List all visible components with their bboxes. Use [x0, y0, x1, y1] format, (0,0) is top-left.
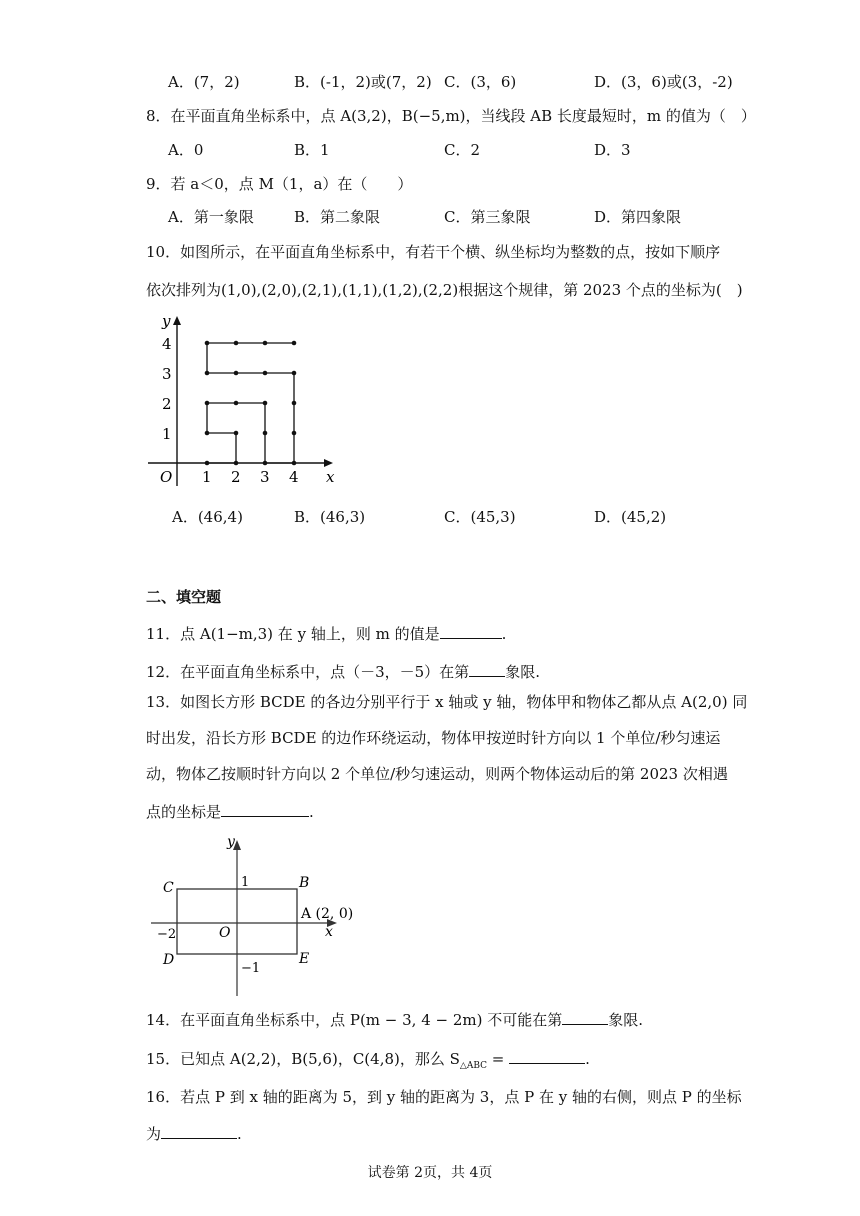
q13-text-line1: 13．如图长方形 BCDE 的各边分别平行于 x 轴或 y 轴，物体甲和物体乙都从点 A(2,0) 同	[146, 693, 748, 711]
q10-x-tick-2: 2	[231, 468, 241, 486]
q11-text	[146, 622, 506, 644]
q10-x-arrow	[324, 459, 333, 467]
q10-option-d: D．(45,2)	[594, 508, 667, 526]
q9-text: 9．若 a＜0，点 M（1，a）在（ ）	[146, 175, 413, 193]
q13-point-d-label: D	[163, 952, 175, 968]
q14-text	[146, 1008, 643, 1030]
q7-option-d: D．(3，6)或(3，-2)	[594, 73, 733, 91]
q9-option-a: A．第一象限	[168, 208, 254, 226]
q10-x-label: x	[326, 468, 335, 486]
q7-option-b: B．(-1，2)或(7，2)	[294, 73, 432, 91]
q10-y-label: y	[162, 312, 171, 330]
q12-text-after: 象限.	[505, 663, 540, 681]
q8-option-c: C．2	[444, 141, 481, 159]
q13-figure	[145, 828, 365, 1000]
q13-origin-label: O	[219, 925, 231, 941]
q11-text-before: 11．点 A(1−m,3) 在 y 轴上，则 m 的值是	[146, 625, 440, 643]
q10-point-path	[207, 343, 294, 463]
q13-y-label: y	[227, 834, 235, 850]
q13-point-b-label: B	[299, 875, 310, 891]
q10-option-c: C．(45,3)	[444, 508, 516, 526]
q15-text-before: 15．已知点 A(2,2)，B(5,6)，C(4,8)，那么 S	[146, 1050, 460, 1068]
q12-text-before: 12．在平面直角坐标系中，点（－3，－5）在第	[146, 663, 470, 681]
q10-figure	[140, 310, 350, 490]
q13-text-line4-before: 点的坐标是	[146, 803, 222, 821]
q11-text-after: .	[501, 625, 507, 643]
q10-x-tick-4: 4	[289, 468, 299, 486]
section-title-fill-in: 二、填空题	[146, 588, 222, 606]
page-footer: 试卷第 2页，共 4页	[367, 1165, 493, 1181]
q14-text-after: 象限.	[608, 1011, 644, 1029]
q10-y-tick-1: 1	[162, 425, 172, 443]
q15-text	[146, 1047, 590, 1076]
q16-text-line2	[146, 1122, 242, 1144]
q8-option-a: A．0	[168, 141, 204, 159]
q10-text-line2: 依次排列为(1,0),(2,0),(2,1),(1,1),(1,2),(2,2)根据这个规律，第 2023 个点的坐标为( )	[146, 281, 743, 299]
q10-option-a: A．(46,4)	[172, 508, 243, 526]
q10-y-tick-4: 4	[162, 335, 172, 353]
q13-x-label: x	[325, 924, 333, 940]
q10-text-line1: 10．如图所示，在平面直角坐标系中，有若干个横、纵坐标均为整数的点，按如下顺序	[146, 243, 721, 261]
q14-answer-blank[interactable]	[562, 1008, 608, 1025]
q13-text-line4-after: .	[309, 803, 314, 821]
q9-option-c: C．第三象限	[444, 208, 531, 226]
q7-option-c: C．(3，6)	[444, 73, 517, 91]
q10-y-arrow	[173, 316, 181, 325]
q13-tick-neg1: −1	[241, 961, 261, 976]
q15-subscript: △ABC	[459, 1061, 488, 1071]
q13-point-a-label: A (2, 0)	[301, 906, 354, 922]
q8-option-b: B．1	[294, 141, 330, 159]
q15-answer-blank[interactable]	[509, 1047, 585, 1064]
q13-answer-blank[interactable]	[221, 800, 309, 817]
q13-tick-neg2: −2	[157, 927, 177, 942]
q10-x-tick-3: 3	[260, 468, 270, 486]
q7-option-a: A．(7，2)	[168, 73, 240, 91]
q16-text-line2-after: .	[237, 1125, 242, 1143]
q10-origin-label: O	[160, 468, 173, 486]
q15-text-after: .	[585, 1050, 590, 1068]
q10-y-tick-2: 2	[162, 395, 172, 413]
q16-text-line1: 16．若点 P 到 x 轴的距离为 5，到 y 轴的距离为 3，点 P 在 y 轴的右侧，则点 P 的坐标	[146, 1088, 742, 1106]
q12-answer-blank[interactable]	[469, 660, 505, 677]
q11-answer-blank[interactable]	[440, 622, 502, 639]
q9-option-d: D．第四象限	[594, 208, 682, 226]
q10-y-tick-3: 3	[162, 365, 172, 383]
q13-text-line4	[146, 800, 314, 822]
q10-x-tick-1: 1	[202, 468, 212, 486]
q12-text	[146, 660, 540, 682]
q8-text: 8．在平面直角坐标系中，点 A(3,2)，B(−5,m)，当线段 AB 长度最短时，m 的值为（ ）	[146, 107, 756, 125]
q13-point-c-label: C	[163, 880, 174, 896]
q9-option-b: B．第二象限	[294, 208, 381, 226]
q13-tick-1: 1	[241, 875, 250, 890]
q16-text-line2-before: 为	[146, 1125, 162, 1143]
q10-option-b: B．(46,3)	[294, 508, 366, 526]
q13-text-line2: 时出发，沿长方形 BCDE 的边作环绕运动，物体甲按逆时针方向以 1 个单位/秒匀速运	[146, 729, 721, 747]
q13-point-e-label: E	[299, 951, 310, 967]
q15-text-mid: =	[487, 1050, 510, 1068]
q8-option-d: D．3	[594, 141, 631, 159]
q16-answer-blank[interactable]	[161, 1122, 237, 1139]
q13-text-line3: 动，物体乙按顺时针方向以 2 个单位/秒匀速运动，则两个物体运动后的第 2023 次相遇	[146, 765, 728, 783]
q14-text-before: 14．在平面直角坐标系中，点 P(m − 3, 4 − 2m) 不可能在第	[146, 1011, 563, 1029]
